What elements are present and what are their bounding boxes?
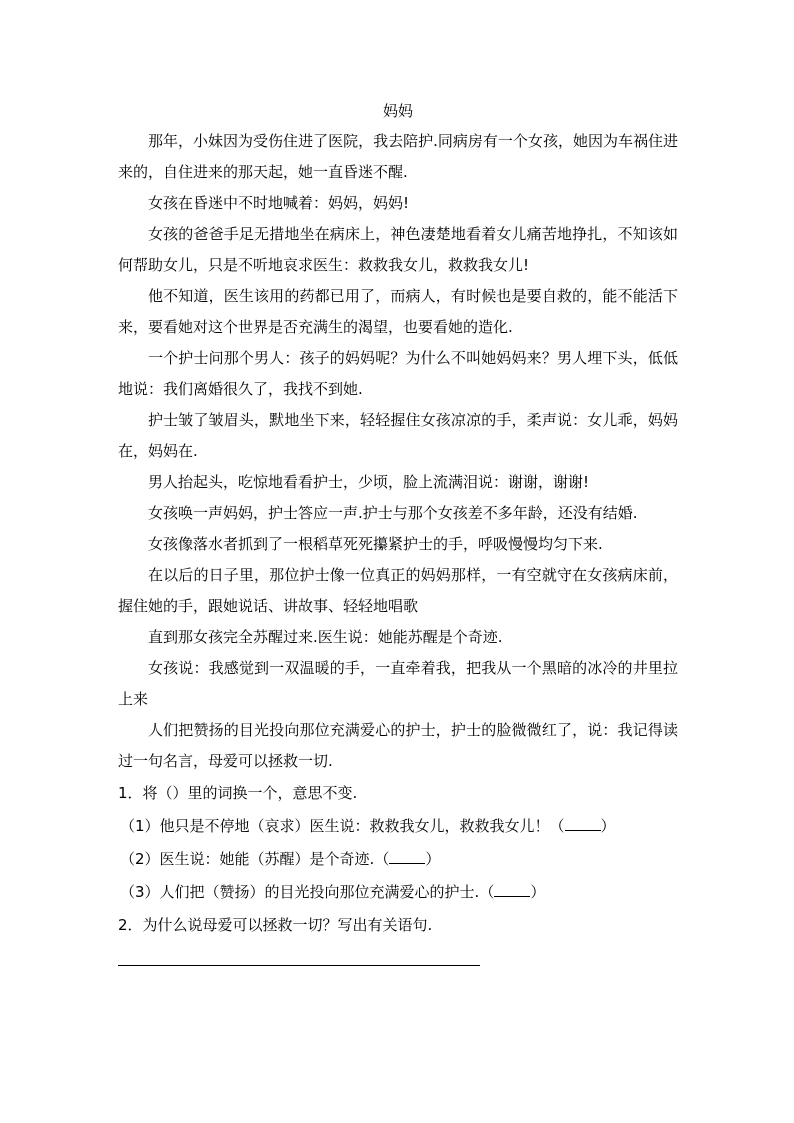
paragraph: 护士皱了皱眉头，默地坐下来，轻轻握住女孩凉凉的手，柔声说：女儿乖，妈妈在，妈妈在.: [118, 411, 678, 460]
question-1: 1．将（）里的词换一个，意思不变.: [118, 784, 358, 802]
article-title: 妈妈: [382, 102, 413, 120]
paragraph: 直到那女孩完全苏醒过来.医生说：她能苏醒是个奇迹.: [148, 628, 503, 646]
paragraph: 女孩唤一声妈妈，护士答应一声.护士与那个女孩差不多年龄，还没有结婚.: [148, 504, 638, 522]
paragraph: 女孩在昏迷中不时地喊着：妈妈，妈妈!: [148, 194, 410, 212]
bracket-close: ）: [530, 883, 546, 901]
question-1-item-1-text: （1）他只是不停地（哀求）医生说：救救我女儿，救救我女儿！（: [120, 817, 565, 835]
paragraph: 男人抬起头，吃惊地看看护士，少顷，脸上流满泪说：谢谢，谢谢!: [148, 473, 590, 491]
paragraph: 一个护士问那个男人：孩子的妈妈呢？为什么不叫她妈妈来？男人埋下头，低低地说：我们离婚很久了，我找不到她.: [118, 349, 678, 398]
paragraph: 人们把赞扬的目光投向那位充满爱心的护士，护士的脸微微红了，说：我记得读过一句名言，母爱可以拯救一切.: [118, 721, 678, 770]
bracket-close: ）: [425, 850, 441, 868]
question-2: 2．为什么说母爱可以拯救一切？写出有关语句.: [118, 916, 433, 934]
question-1-item-2-text: （2）医生说：她能（苏醒）是个奇迹.（: [120, 850, 390, 868]
paragraph: 女孩的爸爸手足无措地坐在病床上，神色凄楚地看着女儿痛苦地挣扎，不知该如何帮助女儿，只是不听地哀求医生：救救我女儿，救救我女儿!: [118, 225, 678, 274]
question-1-item-2: [118, 843, 678, 876]
answer-blank-3[interactable]: [494, 881, 530, 897]
question-1-item-1: [118, 810, 678, 843]
paragraph: 女孩像落水者抓到了一根稻草死死攥紧护士的手，呼吸慢慢均匀下来.: [148, 535, 603, 553]
answer-blank-1[interactable]: [565, 815, 601, 831]
answer-blank-2[interactable]: [389, 848, 425, 864]
paragraph: 在以后的日子里，那位护士像一位真正的妈妈那样，一有空就守在女孩病床前，握住她的手，跟她说话、讲故事、轻轻地唱歌: [118, 566, 678, 615]
question-1-item-3: [118, 876, 678, 909]
question-1-item-3-text: （3）人们把（赞扬）的目光投向那位充满爱心的护士.（: [120, 883, 495, 901]
document-page: [118, 96, 678, 966]
paragraph: 那年，小妹因为受伤住进了医院，我去陪护.同病房有一个女孩，她因为车祸住进来的，自住进来的那天起，她一直昏迷不醒.: [118, 132, 678, 181]
paragraph: 他不知道，医生该用的药都已用了，而病人，有时候也是要自救的，能不能活下来，要看她对这个世界是否充满生的渴望，也要看她的造化.: [118, 287, 678, 336]
bracket-close: ）: [600, 817, 616, 835]
answer-line[interactable]: [118, 964, 480, 966]
paragraph: 女孩说：我感觉到一双温暖的手，一直牵着我，把我从一个黑暗的冰冷的井里拉上来: [118, 659, 678, 708]
